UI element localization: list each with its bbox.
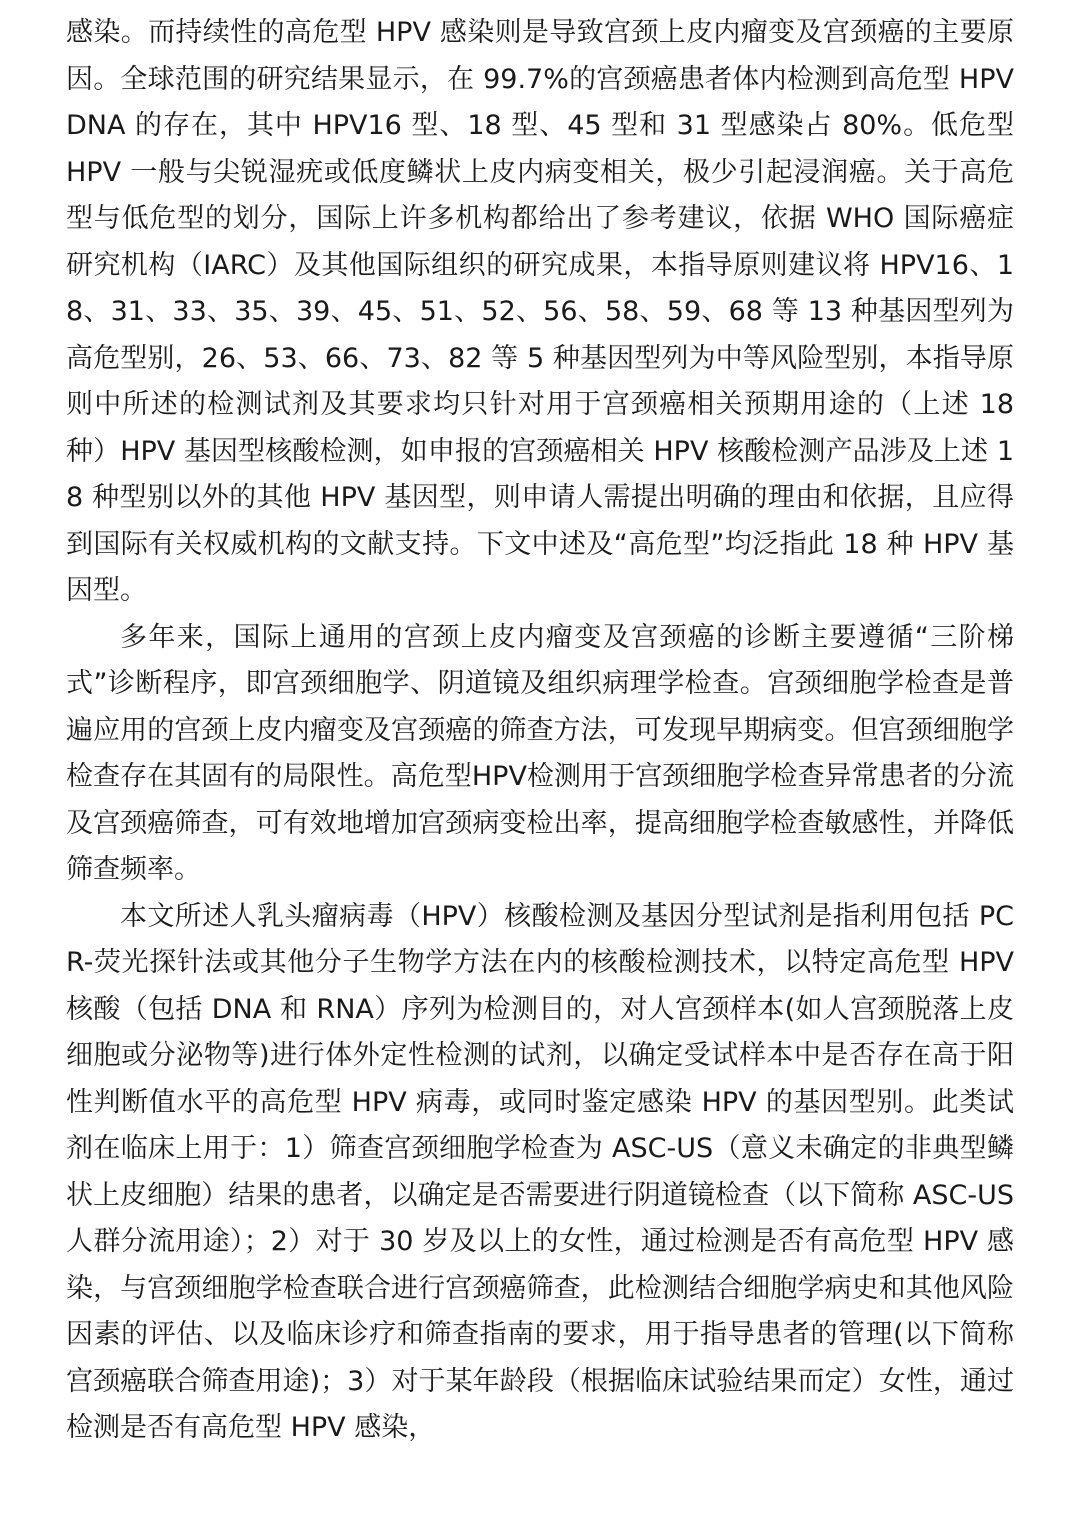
paragraph-1: 感染。而持续性的高危型 HPV 感染则是导致宫颈上皮内瘤变及宫颈癌的主要原因。全球范围的研究结果显示，在 99.7%的宫颈癌患者体内检测到高危型 HPV DNA 的存在，其中 HPV16 型、18 型、45 型和 31 型感染占 80%。低危型 HPV 一般与尖锐湿疣或低度鳞状上皮内病变相关，极少引起浸润癌。关于高危型与低危型的划分，国际上许多机构都给出了参考建议，依据 WHO 国际癌症研究机构（IARC）及其他国际组织的研究成果，本指导原则建议将 HPV16、18、31、33、35、39、45、51、52、56、58、59、68 等 13 种基因型列为高危型别，26、53、66、73、82 等 5 种基因型列为中等风险型别，本指导原则中所述的检测试剂及其要求均只针对用于宫颈癌相关预期用途的（上述 18 种）HPV 基因型核酸检测，如申报的宫颈癌相关 HPV 核酸检测产品涉及上述 18 种型别以外的其他 HPV 基因型，则申请人需提出明确的理由和依据，且应得到国际有关权威机构的文献支持。下文中述及“高危型”均泛指此 18 种 HPV 基因型。 [66,17,1014,606]
paragraph-3: 本文所述人乳头瘤病毒（HPV）核酸检测及基因分型试剂是指利用包括 PCR-荧光探针法或其他分子生物学方法在内的核酸检测技术，以特定高危型 HPV 核酸（包括 DNA 和 RNA）序列为检测目的，对人宫颈样本(如人宫颈脱落上皮细胞或分泌物等)进行体外定性检测的试剂，以确定受试样本中是否存在高于阳性判断值水平的高危型 HPV 病毒，或同时鉴定感染 HPV 的基因型别。此类试剂在临床上用于：1）筛查宫颈细胞学检查为 ASC-US（意义未确定的非典型鳞状上皮细胞）结果的患者，以确定是否需要进行阴道镜检查（以下简称 ASC-US 人群分流用途）；2）对于 30 岁及以上的女性，通过检测是否有高危型 HPV 感染，与宫颈细胞学检查联合进行宫颈癌筛查，此检测结合细胞学病史和其他风险因素的评估、以及临床诊疗和筛查指南的要求，用于指导患者的管理(以下简称宫颈癌联合筛查用途)；3）对于某年龄段（根据临床试验结果而定）女性，通过检测是否有高危型 HPV 感染， [66,900,1014,1443]
paragraph-2: 多年来，国际上通用的宫颈上皮内瘤变及宫颈癌的诊断主要遵循“三阶梯式”诊断程序，即宫颈细胞学、阴道镜及组织病理学检查。宫颈细胞学检查是普遍应用的宫颈上皮内瘤变及宫颈癌的筛查方法，可发现早期病变。但宫颈细胞学检查存在其固有的局限性。高危型HPV检测用于宫颈细胞学检查异常患者的分流及宫颈癌筛查，可有效地增加宫颈病变检出率，提高细胞学检查敏感性，并降低筛查频率。 [66,621,1014,885]
